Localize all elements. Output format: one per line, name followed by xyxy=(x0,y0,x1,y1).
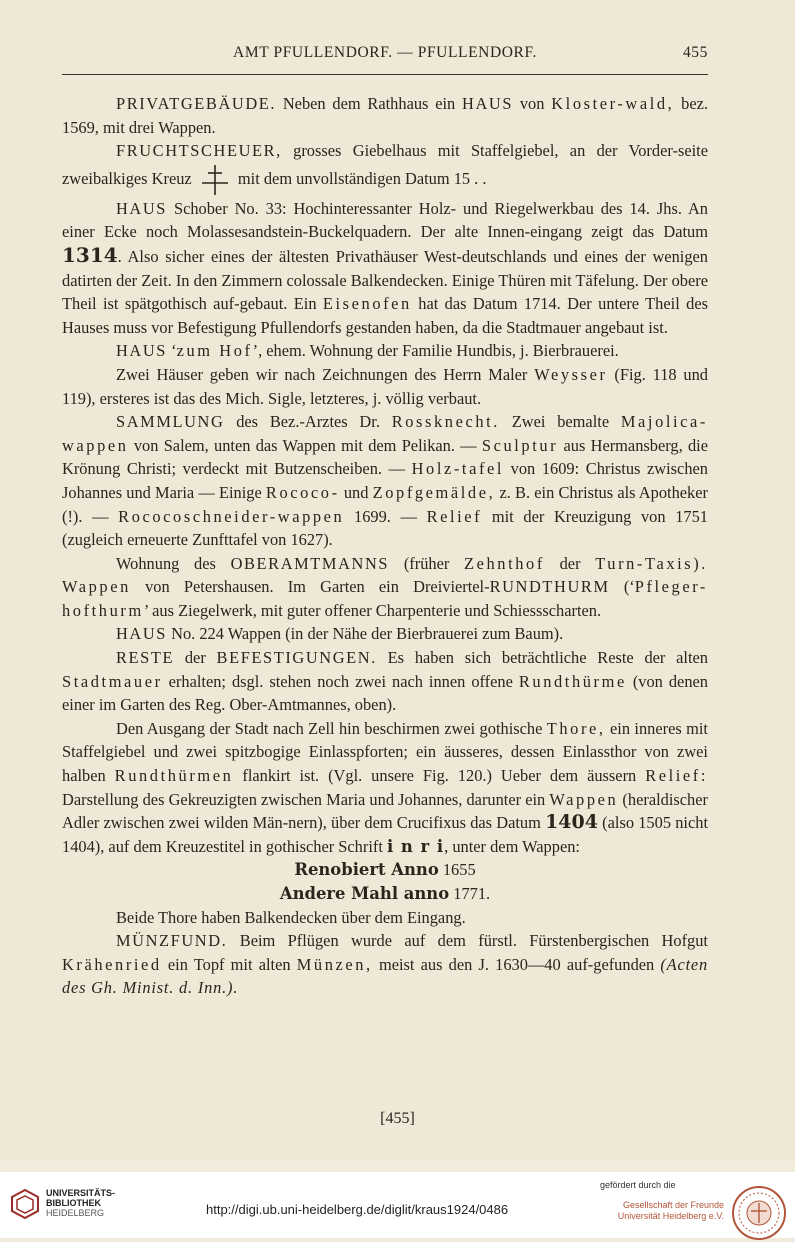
text: (also 1505 nicht 1404), auf dem Kreuzestitel in gothischer Schrift xyxy=(62,813,708,856)
text-rundthuermen: Rundthürmen xyxy=(114,766,234,786)
text: von Petershausen. Im Garten ein Dreiviertel- xyxy=(130,577,490,597)
text-source-citation: (Acten des Gh. Minist. d. Inn.). xyxy=(62,954,708,998)
paragraph-fruchtscheuer xyxy=(62,139,708,197)
paragraph-beide-thore xyxy=(62,906,708,930)
text: (heraldischer Adler zwischen zwei wilden Män-nern), über dem Crucifixus das Datum xyxy=(62,789,708,833)
heading-privatgebaeude: PRIVATGEBÄUDE. xyxy=(116,94,277,113)
heading-fruchtscheuer: FRUCHTSCHEUER, xyxy=(116,141,282,161)
paragraph-sammlung xyxy=(62,410,708,552)
text: flankirt ist. (Vgl. unsere Fig. 120.) Ueber dem äussern xyxy=(233,766,646,786)
text: Zwei bemalte xyxy=(499,412,621,432)
text: Beim Pflügen wurde auf dem fürstl. Fürstenbergischen Hofgut xyxy=(227,931,708,951)
text-eisenofen: Eisenofen xyxy=(322,294,412,314)
text-relief: Relief: xyxy=(645,766,708,786)
inscription-line-2 xyxy=(62,882,708,906)
gothic-date-1404: 1404 xyxy=(545,811,598,834)
text: bez. 1569, mit drei Wappen. xyxy=(62,94,709,137)
header-rule xyxy=(62,74,708,75)
university-seal-icon xyxy=(730,1184,788,1242)
text: erhalten; dsgl. stehen noch zwei nach innen offene xyxy=(162,671,519,691)
heading-sammlung: SAMMLUNG xyxy=(116,412,225,432)
page-number: 455 xyxy=(682,44,708,61)
text: (früher xyxy=(389,553,465,573)
society-name-line: Gesellschaft der Freunde xyxy=(622,1200,724,1210)
inscription-year: 1655 xyxy=(438,860,476,880)
text-kraehenried: Krähenried xyxy=(62,954,162,974)
text-sculptur: Sculptur xyxy=(481,435,559,455)
library-name xyxy=(46,1188,115,1218)
text-rossknecht: Rossknecht. xyxy=(391,412,500,432)
running-head-title: AMT PFULLENDORF. — PFULLENDORF. xyxy=(233,44,537,61)
library-name-line: BIBLIOTHEK xyxy=(46,1198,101,1208)
text: Neben dem Rathhaus ein xyxy=(276,94,463,113)
text: ’, ehem. Wohnung der Familie Hundbis, j. Bierbrauerei. xyxy=(252,341,619,361)
folio-number: [455] xyxy=(380,1110,415,1127)
text: ‘ xyxy=(167,341,177,361)
heading-befestigungen: BEFESTIGUNGEN. xyxy=(216,648,377,668)
text-inri: i n r i xyxy=(387,836,445,856)
inscription-year: 1771. xyxy=(449,884,491,903)
text: mit der Kreuzigung von 1751 (zugleich erneuerte Zunfttafel von 1627). xyxy=(62,506,709,550)
paragraph-haus-224 xyxy=(62,622,708,646)
text: mit dem unvollständigen Datum 15 . . xyxy=(233,168,487,188)
text: der xyxy=(544,553,596,573)
society-name xyxy=(604,1200,724,1222)
inscription-text: Renobiert Anno xyxy=(294,860,439,880)
text: von 1609: Christus zwischen Johannes und Maria — Einige xyxy=(62,459,709,502)
text: No. 224 Wappen (in der Nähe der Bierbrauerei zum Baum). xyxy=(167,624,564,644)
text: . Also sicher eines der ältesten Privathäuser West-deutschlands und eines der wenigen datirten der Zeit. In den Zimmern colossale Balkendecken. Einige Thüren mit Täfelung. Der obere Theil ist spätgothisch auf-gebaut. Ein xyxy=(62,246,708,314)
text: von Salem, unten das Wappen mit dem Pelikan. — xyxy=(128,435,482,455)
library-logo-icon xyxy=(10,1188,40,1220)
text: hat das Datum 1714. Der untere Theil des Hauses muss vor Befestigung Pfullendorfs gestanden haben, da die Stadtmauer angebaut ist. xyxy=(62,294,708,337)
text: Darstellung des Gekreuzigten zwischen Maria und Johannes, darunter ein xyxy=(62,789,550,809)
heading-muenzfund: MÜNZFUND. xyxy=(116,931,228,951)
text: (‘ xyxy=(609,577,635,597)
text-klosterwald: Kloster-wald, xyxy=(551,94,675,113)
viewer-footer xyxy=(0,1172,795,1238)
heading-rundthurm: RUNDTHURM xyxy=(489,577,610,597)
funded-by-label: gefördert durch die xyxy=(600,1180,676,1190)
text: von xyxy=(513,94,552,113)
body-text xyxy=(62,92,708,1000)
text-majolicawappen: Majolica-wappen xyxy=(62,412,708,455)
paragraph-muenzfund xyxy=(62,929,708,1000)
paragraph-zwei-haeuser xyxy=(62,363,708,410)
text-relief: Relief xyxy=(426,506,483,526)
text-wappen: Wappen xyxy=(549,789,619,809)
text: grosses Giebelhaus mit Staffelgiebel, an der Vorder-seite zweibalkiges Kreuz xyxy=(62,141,708,188)
text: aus Hermansberg, die Krönung Christi; verdeckt mit Butzenscheiben. — xyxy=(62,435,708,479)
text: Wohnung des xyxy=(116,553,231,573)
text: Den Ausgang der Stadt nach Zell hin beschirmen zwei gothische xyxy=(116,718,547,738)
paragraph-oberamtmanns xyxy=(62,552,708,623)
text-zopfgemaelde: Zopfgemälde, xyxy=(372,482,496,502)
text: (Fig. 118 und 119), ersteres ist das des Mich. Sigle, letzteres, j. völlig verbaut. xyxy=(62,364,709,408)
text-weysser: Weysser xyxy=(534,364,608,384)
text-muenzen: Münzen, xyxy=(296,954,373,974)
text-zum-hof: zum Hof xyxy=(176,341,253,361)
inscription-text: Andere Mahl anno xyxy=(279,884,450,903)
text: 1699. — xyxy=(344,506,427,526)
text: (von denen einer im Garten des Reg. Ober-Amtmannes, oben). xyxy=(62,671,708,715)
text-haus: HAUS xyxy=(116,624,168,644)
text: der xyxy=(174,648,217,668)
text: Schober No. 33: Hochinteressanter Holz- und Riegelwerkbau des 14. Jhs. An einer Ecke noch Molassesandstein-Buckelquadern. Der alte Innen-eingang zeigt das Datum xyxy=(62,198,708,242)
text: Zwei Häuser geben wir nach Zeichnungen des Herrn Maler xyxy=(116,364,535,384)
permalink-url[interactable]: http://digi.ub.uni-heidelberg.de/diglit/kraus1924/0486 xyxy=(206,1202,509,1217)
text: z. B. ein Christus als Apotheker (!). — xyxy=(62,482,708,526)
text-turn-taxis: Turn-Taxis). xyxy=(595,553,709,573)
text: ’ aus Ziegelwerk, mit guter offener Charpenterie und Schiessscharten. xyxy=(143,600,602,620)
paragraph-privatgebaeude xyxy=(62,92,708,139)
text: ein inneres mit Staffelgiebel und zwei spitzbogige Einlasspforten; ein äusseres, dessen Einlassthor von zwei halben xyxy=(62,718,708,786)
text: Es haben sich beträchtliche Reste der alten xyxy=(376,648,708,668)
text: und xyxy=(339,482,373,502)
text: Beide Thore haben Balkendecken über dem Eingang. xyxy=(116,907,466,927)
paragraph-haus-zum-hof xyxy=(62,339,708,363)
inscription-line-1 xyxy=(62,858,708,882)
text-rococo: Rococo- xyxy=(265,482,340,502)
text-wappen: Wappen xyxy=(62,577,131,597)
double-cross-icon xyxy=(198,163,232,197)
paragraph-haus-schober xyxy=(62,197,708,340)
text-holztafel: Holz-tafel xyxy=(411,459,505,479)
text-zehnthof: Zehnthof xyxy=(464,553,545,573)
text: , unter dem Wappen: xyxy=(444,836,580,856)
text: meist aus den J. 1630—40 auf-gefunden xyxy=(372,954,661,974)
paragraph-thore xyxy=(62,717,708,859)
library-name-line: UNIVERSITÄTS- xyxy=(46,1188,116,1198)
library-name-line: HEIDELBERG xyxy=(46,1208,105,1218)
text-pflegerhofthurm: Pfleger-hofthurm xyxy=(62,577,708,620)
text-rococoschneiderwappen: Rococoschneider-wappen xyxy=(118,506,345,526)
running-head xyxy=(62,44,708,68)
gothic-date-1314: 1314 xyxy=(62,242,118,267)
text-thore: Thore, xyxy=(546,718,606,738)
text-haus: HAUS xyxy=(116,341,168,361)
society-name-line: Universität Heidelberg e.V. xyxy=(617,1211,724,1221)
text: ein Topf mit alten xyxy=(161,954,297,974)
text-haus: HAUS xyxy=(462,94,514,113)
text: des Bez.-Arztes Dr. xyxy=(224,412,392,432)
heading-oberamtmanns: OBERAMTMANNS xyxy=(230,553,390,573)
text-rundthuerme: Rundthürme xyxy=(518,671,627,691)
heading-reste: RESTE xyxy=(116,648,175,668)
text-haus: HAUS xyxy=(116,198,168,218)
paragraph-befestigungen xyxy=(62,646,708,717)
text-stadtmauer: Stadtmauer xyxy=(62,671,163,691)
